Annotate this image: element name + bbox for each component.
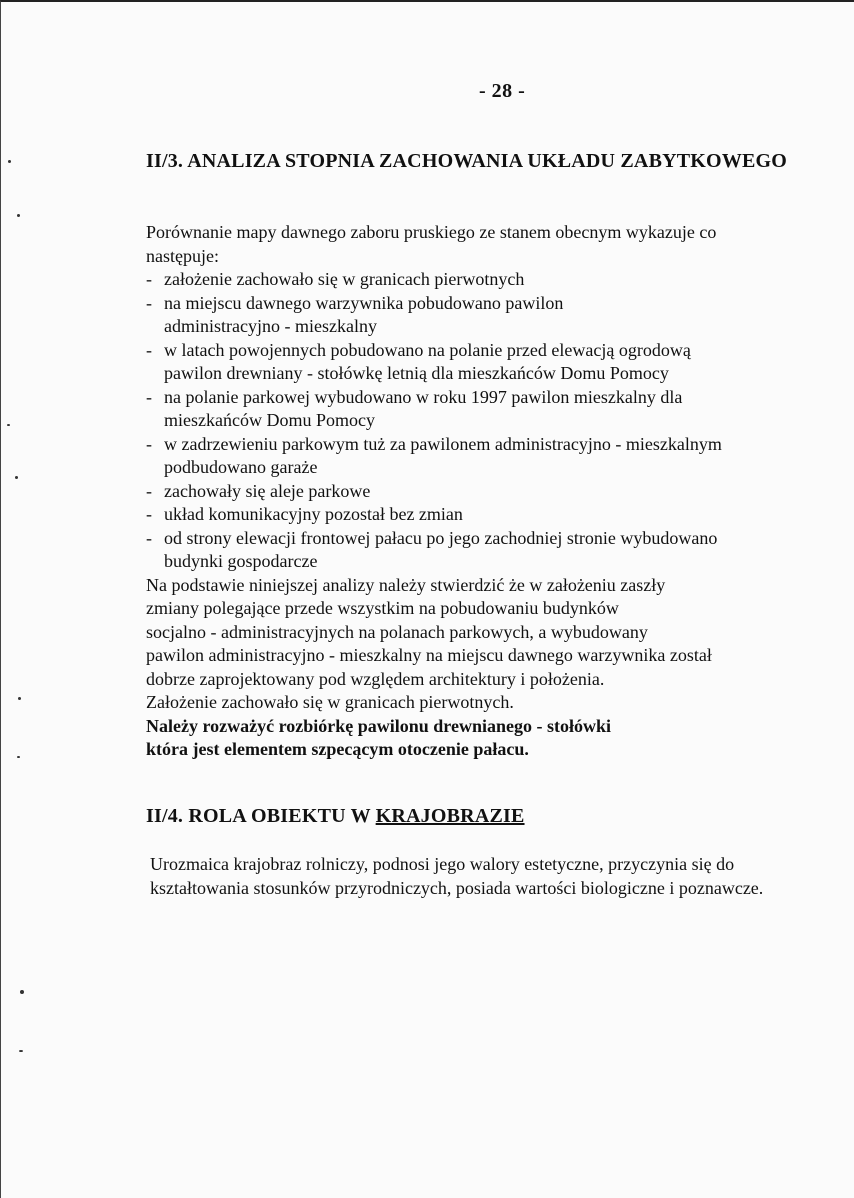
paragraph-line: kształtowania stosunków przyrodniczych, posiada wartości biologiczne i poznawcze. [150, 878, 764, 898]
list-item [146, 433, 796, 480]
intro-line: Porównanie mapy dawnego zaboru pruskiego ze stanem obecnym wykazuje co [146, 222, 717, 242]
list-item-text: w zadrzewieniu parkowym tuż za pawilonem administracyjno - mieszkalnym [164, 433, 722, 454]
scan-speck [8, 160, 11, 163]
heading-prefix: II/4. ROLA OBIEKTU W [146, 805, 376, 827]
list-dash: - [146, 433, 152, 454]
list-dash: - [146, 480, 152, 501]
list-item [146, 339, 796, 386]
scan-speck [19, 1050, 23, 1052]
section-heading-ii3: II/3. ANALIZA STOPNIA ZACHOWANIA UKŁADU ZABYTKOWEGO [146, 150, 788, 172]
conclusion-line: zmiany polegające przede wszystkim na pobudowaniu budynków [146, 598, 619, 618]
list-item [146, 292, 796, 339]
list-item [146, 503, 796, 527]
recommendation-line: Należy rozważyć rozbiórkę pawilonu drewnianego - stołówki [146, 715, 611, 736]
list-item-text: założenie zachowało się w granicach pierwotnych [164, 269, 525, 289]
list-item [146, 386, 796, 433]
list-dash: - [146, 527, 152, 548]
conclusion-line: pawilon administracyjno - mieszkalny na miejscu dawnego warzywnika został [146, 645, 712, 665]
intro-line: następuje: [146, 245, 219, 266]
conclusion-line: socjalno - administracyjnych na polanach parkowych, a wybudowany [146, 621, 648, 642]
scan-speck [7, 424, 10, 426]
list-item-text: układ komunikacyjny pozostał bez zmian [164, 504, 463, 524]
list-item-text: na polanie parkowej wybudowano w roku 1997 pawilon mieszkalny dla [164, 386, 683, 407]
page-number: - 28 - [479, 80, 526, 102]
list-item-text: od strony elewacji frontowej pałacu po jego zachodniej stronie wybudowano [164, 527, 718, 548]
list-dash: - [146, 339, 152, 360]
recommendation-line: która jest elementem szpecącym otoczenie pałacu. [146, 739, 529, 759]
list-item-text: w latach powojennych pobudowano na polanie przed elewacją ogrodową [164, 339, 691, 360]
conclusion-line: Na podstawie niniejszej analizy należy stwierdzić że w założeniu zaszły [146, 574, 666, 595]
scan-speck [18, 697, 21, 700]
list-dash: - [146, 504, 152, 524]
conclusion-line: Założenie zachowało się w granicach pierwotnych. [146, 692, 514, 712]
scan-speck [20, 990, 24, 994]
list-dash: - [146, 386, 152, 407]
list-item-text: pawilon drewniany - stołówkę letnią dla mieszkańców Domu Pomocy [164, 363, 669, 383]
heading-underlined-word: KRAJOBRAZIE [375, 805, 525, 827]
section-body-ii4 [150, 852, 840, 900]
scan-speck [17, 756, 20, 758]
scan-speck [15, 476, 18, 479]
list-dash: - [146, 269, 152, 289]
list-item-text: podbudowano garaże [164, 457, 318, 477]
list-item-text: budynki gospodarcze [164, 551, 318, 571]
list-item-text: na miejscu dawnego warzywnika pobudowano pawilon [164, 292, 564, 313]
list-item [146, 480, 796, 504]
paragraph-line: Urozmaica krajobraz rolniczy, podnosi jego walory estetyczne, przyczynia się do [150, 854, 735, 874]
list-item [146, 268, 796, 292]
conclusion-line: dobrze zaprojektowany pod względem architektury i położenia. [146, 668, 605, 689]
section-heading-ii4 [146, 805, 525, 828]
section-body-ii3 [146, 221, 796, 762]
list-dash: - [146, 292, 152, 313]
list-item-text: zachowały się aleje parkowe [164, 480, 371, 501]
list-item-text: administracyjno - mieszkalny [164, 316, 377, 336]
scan-speck [17, 214, 20, 217]
list-item-text: mieszkańców Domu Pomocy [164, 410, 375, 430]
list-item [146, 527, 796, 574]
